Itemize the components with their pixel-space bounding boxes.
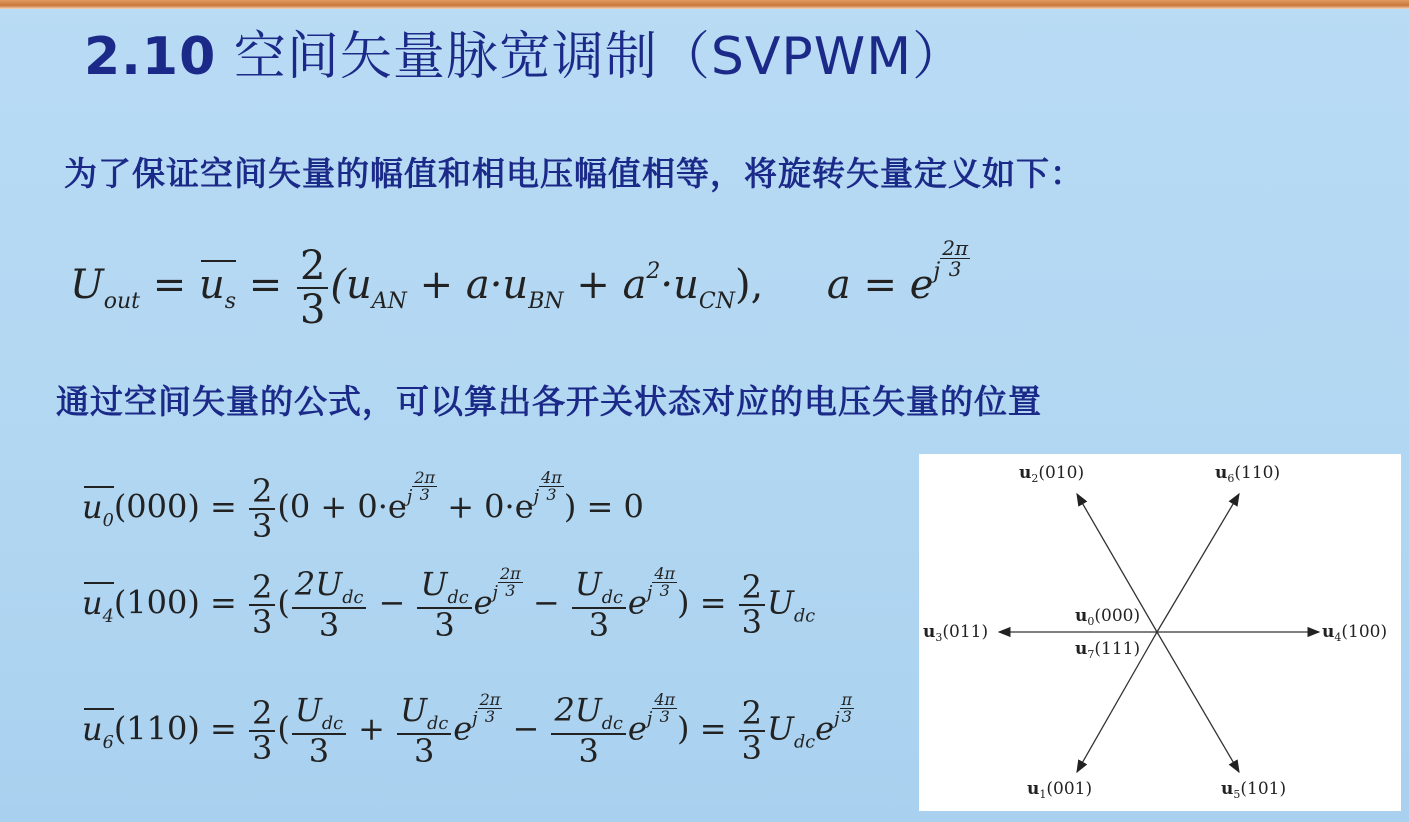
voltage-vector-diagram <box>919 454 1401 811</box>
label-u3: $u_3(011)$ <box>923 622 989 644</box>
formula-u0: $u_0(000)$ = $\frac{2}{3}$ ($0 + 0\cdot e^j$ $\frac{2\pi}{3}$ + $0\cdot e^j$ $\frac{4\pi}{3}$ ) = 0 <box>82 468 644 546</box>
formula-u6: $u_6(110)$ = $\frac{2}{3}$ ( $\frac{U_{dc}}{3}$ + $\frac{U_{dc}}{3}$ $e^j$ $\frac{2\pi}{3}$ − $\frac{2U_{dc}}{3}$ $e^j$ $\frac{4\pi}{3}$ ) = $\frac{2}{3}$ $U_{dc}e^j$ $\frac{\pi}{3}$ <box>82 690 853 770</box>
vector-u6-arrow <box>1157 494 1239 632</box>
vector-us: $u_s$ <box>198 262 236 314</box>
label-u6: $u_6(110)$ <box>1215 463 1281 485</box>
vector-u5-arrow <box>1157 632 1239 772</box>
slide-top-border <box>0 0 1409 9</box>
fraction-2-3: $\frac{2}{3}$ <box>297 245 328 331</box>
explanation-text: 通过空间矢量的公式，可以算出各开关状态对应的电压矢量的位置 <box>56 382 1042 421</box>
a-definition: a = e <box>826 262 934 308</box>
vector-diagram-svg <box>919 454 1401 811</box>
title-text: 空间矢量脉宽调制（SVPWM） <box>233 27 966 87</box>
intro-text: 为了保证空间矢量的幅值和相电压幅值相等，将旋转矢量定义如下： <box>64 154 1084 193</box>
label-u7: $u_7(111)$ <box>1075 639 1141 661</box>
rotating-vector-formula: $U_{out} = u_s$ = $\frac{2}{3}$ $(u_{AN} + a\cdot u_{BN} + a^2\cdot u_{CN})$, $a = e^j$ $\frac{2\pi}{3}$ <box>70 236 969 333</box>
label-u0: $u_0(000)$ <box>1075 606 1141 628</box>
label-u2: $u_2(010)$ <box>1019 463 1085 485</box>
label-u5: $u_5(101)$ <box>1221 779 1287 801</box>
a-exponent: $\frac{2\pi}{3}$ <box>942 236 969 281</box>
label-u4: $u_4(100)$ <box>1322 622 1388 644</box>
slide-title <box>84 14 965 89</box>
formula-u4: $u_4(100)$ = $\frac{2}{3}$ ( $\frac{2U_{dc}}{3}$ − $\frac{U_{dc}}{3}$ $e^j$ $\frac{2\pi}{3}$ − $\frac{U_{dc}}{3}$ $e^j$ $\frac{4\pi}{3}$ ) = $\frac{2}{3}$ $U_{dc}$ <box>82 564 816 644</box>
label-u1: $u_1(001)$ <box>1027 779 1093 801</box>
title-number: 2.10 <box>84 27 217 87</box>
